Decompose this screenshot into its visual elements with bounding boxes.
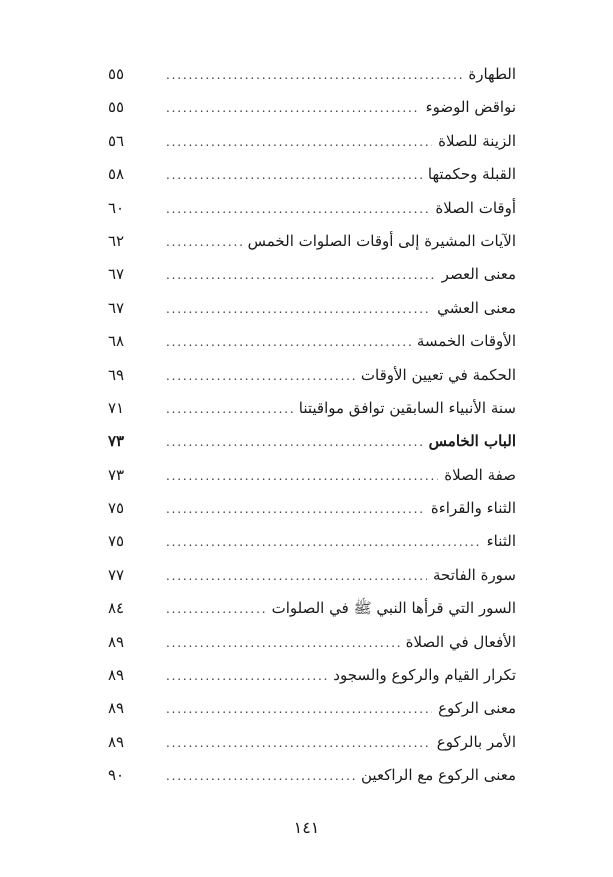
- toc-entry: [108, 659, 516, 692]
- toc-entry-page: ٨٩: [108, 666, 125, 685]
- toc-entry-page: ٦٢: [108, 231, 125, 250]
- toc-entry-title: السور التي قرأها النبي ﷺ في الصلوات: [271, 599, 516, 618]
- toc-entry-page: ٦٨: [108, 332, 125, 351]
- toc-entry-page: ٨٤: [108, 599, 125, 618]
- toc-entry-page: ٧١: [108, 398, 125, 417]
- dot-leader: [166, 493, 425, 526]
- toc-entry-title: القبلة وحكمتها: [427, 165, 516, 184]
- toc-entry-title: أوقات الصلاة: [435, 198, 516, 217]
- toc-entry-page: ٧٣: [108, 432, 125, 451]
- dot-leader: [166, 393, 293, 426]
- toc-entry-page: ٥٥: [108, 98, 125, 117]
- toc-entry-title: تكرار القيام والركوع والسجود: [333, 666, 516, 685]
- toc-entry-title: معنى العشي: [437, 298, 516, 317]
- toc-entry-page: ٨٩: [108, 699, 125, 718]
- toc-entry-title: الثناء والقراءة: [430, 499, 516, 518]
- toc-entry-title: معنى الركوع مع الراكعين: [361, 766, 516, 785]
- dot-leader: [166, 593, 266, 626]
- dot-leader: [166, 526, 481, 559]
- dot-leader: [166, 92, 420, 125]
- toc-entry-title: سورة الفاتحة: [433, 565, 516, 584]
- dot-leader: [166, 560, 427, 593]
- dot-leader: [166, 460, 438, 493]
- toc-entry: [108, 492, 516, 525]
- toc-entry-page: ٦٠: [108, 198, 125, 217]
- dot-leader: [166, 293, 431, 326]
- toc-entry-title: صفة الصلاة: [444, 465, 516, 484]
- table-of-contents: [108, 58, 516, 793]
- toc-entry-title: معنى العصر: [441, 265, 516, 284]
- toc-entry-page: ٨٩: [108, 632, 125, 651]
- toc-entry: [108, 759, 516, 792]
- toc-entry-page: ٧٣: [108, 465, 125, 484]
- toc-entry: [108, 292, 516, 325]
- toc-entry-page: ٩٠: [108, 766, 125, 785]
- toc-entry: [108, 359, 516, 392]
- dot-leader: [166, 760, 355, 793]
- toc-entry-page: ٦٩: [108, 365, 125, 384]
- toc-entry-page: ٥٦: [108, 131, 125, 150]
- dot-leader: [166, 259, 436, 292]
- toc-entry-title: الحكمة في تعيين الأوقات: [360, 365, 516, 384]
- dot-leader: [166, 360, 355, 393]
- toc-entry: [108, 525, 516, 558]
- dot-leader: [166, 226, 242, 259]
- toc-entry-title: سنة الأنبياء السابقين توافق مواقيتنا: [298, 398, 516, 417]
- toc-entry: [108, 626, 516, 659]
- dot-leader: [166, 627, 400, 660]
- toc-entry-page: ٧٧: [108, 565, 125, 584]
- dot-leader: [166, 727, 431, 760]
- page-number: ١٤١: [293, 818, 320, 837]
- dot-leader: [166, 693, 432, 726]
- dot-leader: [166, 193, 429, 226]
- toc-entry-page: ٦٧: [108, 265, 125, 284]
- toc-entry: [108, 559, 516, 592]
- dot-leader: [166, 126, 432, 159]
- toc-entry: [108, 325, 516, 358]
- toc-entry: [108, 692, 516, 725]
- toc-entry-title: نواقض الوضوء: [425, 98, 516, 117]
- toc-entry: [108, 592, 516, 625]
- toc-entry-page: ٦٧: [108, 298, 125, 317]
- toc-chapter-heading: [108, 425, 516, 458]
- toc-entry: [108, 392, 516, 425]
- toc-entry-page: ٥٨: [108, 165, 125, 184]
- toc-entry: [108, 125, 516, 158]
- toc-entry-page: ٨٩: [108, 732, 125, 751]
- toc-entry-title: الباب الخامس: [428, 432, 516, 451]
- dot-leader: [166, 159, 422, 192]
- toc-entry-title: الأوقات الخمسة: [416, 332, 516, 351]
- toc-entry-title: الأمر بالركوع: [436, 732, 516, 751]
- toc-entry: [108, 258, 516, 291]
- toc-entry-title: الأفعال في الصلاة: [405, 632, 516, 651]
- toc-entry: [108, 225, 516, 258]
- toc-entry: [108, 91, 516, 124]
- toc-entry-title: الآيات المشيرة إلى أوقات الصلوات الخمس: [247, 231, 516, 250]
- dot-leader: [166, 426, 423, 459]
- toc-entry-page: ٥٥: [108, 65, 125, 83]
- dot-leader: [166, 326, 411, 359]
- toc-entry-title: الزينة للصلاة: [438, 131, 516, 150]
- toc-entry: [108, 58, 516, 91]
- toc-entry: [108, 192, 516, 225]
- toc-entry-title: الطهارة: [468, 65, 516, 83]
- dot-leader: [166, 59, 462, 92]
- toc-entry-title: معنى الركوع: [438, 699, 516, 718]
- toc-entry: [108, 459, 516, 492]
- dot-leader: [166, 660, 327, 693]
- toc-entry: [108, 726, 516, 759]
- toc-entry-page: ٧٥: [108, 532, 125, 551]
- toc-entry-page: ٧٥: [108, 499, 125, 518]
- toc-entry-title: الثناء: [486, 532, 516, 551]
- toc-entry: [108, 158, 516, 191]
